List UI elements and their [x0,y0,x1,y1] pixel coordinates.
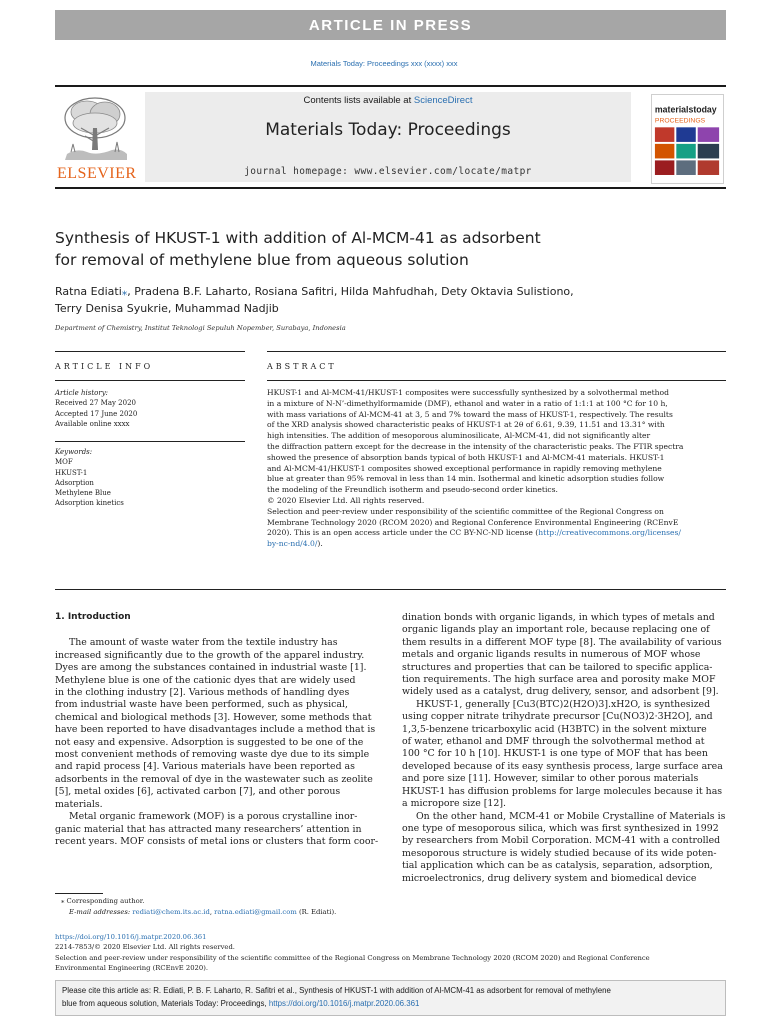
body-line: most convenient methods of removing waste dye due to its simple [55,749,370,761]
body-line: increased significantly due to the growth of the apparel industry. [55,649,365,661]
cover-sub-text: PROCEEDINGS [654,117,706,125]
body-line: The amount of waste water from the textile industry has [69,637,338,649]
abstract-license-line-2 [267,539,726,550]
body-line: 100 °C for 10 h [10]. HKUST-1 is one type of MOF that has been [402,748,708,760]
body-column-left [55,611,378,848]
body-line: from industrial waste have been performed, such as physical, [55,699,348,711]
author-corresponding[interactable]: Ratna Ediati [55,285,122,298]
journal-reference[interactable]: Materials Today: Proceedings xxx (xxxx) xxx [310,59,458,68]
abstract-line: Selection and peer-review under responsibility of the scientific committee of the Regional Congress on [267,506,664,516]
body-line: and pore size [11]. However, similar to other porous materials [402,773,699,785]
body-line: HKUST-1 has diffusion problems for large molecules because it has [402,785,723,797]
author-line-2: Terry Denisa Syukrie, Muhammad Nadjib [55,302,279,315]
keyword: Methylene Blue [55,489,111,498]
abstract-line: high intensities. The addition of mesoporous aluminosilicate, Al-MCM-41, did not significantly alter [267,431,651,441]
body-line: Metal organic framework (MOF) is a porous crystalline inor- [69,811,358,823]
body-line: of water, ethanol and DMF through the solvothermal method at [402,736,705,748]
keywords-list [55,447,235,509]
corresponding-note: ⁎ Corresponding author. [61,897,145,905]
abstract-license-line [267,528,726,539]
abstract-line: of the XRD analysis showed characteristic peaks of HKUST-1 at 2θ of 6.61, 9.39, 11.51 and 13.31° with [267,420,665,430]
abstract-line: Membrane Technology 2020 (RCOM 2020) and Regional Conference Environmental Engineering (RCEnvE [267,517,679,527]
journal-title: Materials Today: Proceedings [265,120,511,140]
body-line: metals and organic ligands results in numerous of MOF whose [402,649,701,661]
copyright-line: © 2020 Elsevier Ltd. All rights reserved. [267,495,425,505]
history-label: Article history: [55,389,109,397]
journal-masthead [55,85,726,189]
email-link-1[interactable]: rediati@chem.its.ac.id [132,907,210,916]
citation-line-2 [62,998,719,1011]
title-line-2: for removal of methylene blue from aqueous solution [55,251,469,269]
body-line: 1,3,5-benzene tricarboxylic acid (H3BTC) in the solvent mixture [402,723,707,735]
body-line: organic ligands play an important role, because replacing one of [402,624,710,636]
abstract-line: blue at greater than 95% removal in less than 14 min. Isothermal and kinetic adsorption studies follow [267,474,665,484]
article-info-subrule [55,380,245,381]
abstract-line: showed the presence of absorption bands typical of both HKUST-1 and Al-MCM-41 materials. HKUST-1 [267,452,665,462]
masthead-bottom-rule [55,187,726,189]
elsevier-wordmark: ELSEVIER [57,165,137,182]
abstract-line: and Al-MCM-41/HKUST-1 composites showed exceptional performance in rapidly removing methylene [267,463,662,473]
body-line: materials. [55,798,103,810]
keyword: Adsorption [55,478,94,487]
body-line: have been reported to have disadvantages include a method that is [55,724,376,736]
footnote-block [55,896,726,917]
keyword: HKUST-1 [55,468,88,477]
online-date: Available online xxxx [55,419,130,428]
body-line: them results in a different MOF type [8]. The availability of various [402,636,722,648]
body-line: chemical and biological methods [3]. However, some methods that [55,711,372,723]
abstract-line: the modeling of the Freundlich isotherm and pseudo-second order kinetics. [267,485,558,495]
body-line: dination bonds with organic ligands, in which types of metals and [402,612,715,623]
article-info-rule [55,351,245,352]
abstract-line: with mass variations of Al-MCM-41 at 3, 5 and 7% toward the mass of HKUST-1, respectively. The results [267,409,673,419]
body-column-right [402,612,726,885]
body-line: and rapid process [4]. Various materials have been reported as [55,761,355,773]
citation-box [55,980,726,1016]
title-line-1: Synthesis of HKUST-1 with addition of Al-MCM-41 as adsorbent [55,229,541,247]
abstract-body [267,388,726,550]
journal-homepage[interactable]: journal homepage: www.elsevier.com/locate/matpr [244,166,532,177]
article-in-press-banner: ARTICLE IN PRESS [55,10,726,40]
body-line: Methylene blue is one of the cationic dyes that are widely used [55,674,356,686]
keywords-rule [55,441,245,442]
received-date: Received 27 May 2020 [55,399,136,408]
abstract-subrule [267,380,726,381]
abstract-line: in a mixture of N-N’-dimethylformamide (DMF), ethanol and water in a ratio of 1:1:1 at 100 °C for 10 h, [267,398,668,408]
body-line: adsorbents in the removal of dye in the wastewater such as zeolite [55,773,373,785]
author-list [55,283,705,317]
masthead-top-rule [55,85,726,87]
body-line: widely used as a catalyst, drug delivery, sensor, and adsorbent [9]. [402,686,719,698]
license-tail: ). [317,539,323,549]
body-line: Dyes are among the substances contained in industrial waste [1]. [55,662,367,674]
body-line: mesoporous structure is widely studied because of its wide poten- [402,847,717,859]
corresponding-star-icon[interactable]: ⁎ [121,285,128,298]
doi-block [55,932,726,973]
contents-prefix: Contents lists available at [303,95,414,106]
abstract-line: the diffraction pattern except for the decrease in the intensity of the characteristic peaks. The FTIR spectra [267,441,684,451]
body-line: developed because of its easy synthesis process, large surface area [402,760,723,772]
abstract-heading: ABSTRACT [267,362,337,371]
abstract-bottom-rule [55,589,726,590]
body-line: not easy and expensive. Adsorption is suggested to be one of the [55,736,364,748]
footnote-rule [55,893,103,894]
email-sep: , [209,907,215,916]
body-line: by researchers from Mobil Corporation. MCM-41 with a controlled [402,835,721,847]
sciencedirect-link[interactable]: ScienceDirect [413,95,473,106]
cover-brand-text: materialstoday [654,104,717,115]
masthead-center-panel [145,92,631,182]
abstract-rule [267,351,726,352]
email-tail: (R. Ediati). [296,907,337,916]
article-info-heading: ARTICLE INFO [55,362,154,371]
body-line: On the other hand, MCM-41 or Mobile Crystalline of Materials is [416,810,726,822]
body-line: HKUST-1, generally [Cu3(BTC)2(H2O)3].xH2O, is synthesized [416,698,711,710]
email-label: E-mail addresses: [69,907,133,916]
citation-prefix: blue from aqueous solution, Materials Today: Proceedings, [62,998,269,1008]
citation-line-1: Please cite this article as: R. Ediati, P. B. F. Laharto, R. Safitri et al., Synthesis of HKUST-1 with addition of Al-MCM-41 as adsorbent for removal of methylene [62,986,611,995]
issn-line: 2214-7853/© 2020 Elsevier Ltd. All rights reserved. [55,943,235,952]
author-line-1 [55,283,705,300]
authors-rest: , Pradena B.F. Laharto, Rosiana Safitri, Hilda Mahfudhah, Dety Oktavia Sulistiono, [127,285,574,298]
keyword: Adsorption kinetics [55,499,124,508]
body-line: a micropore size [12]. [402,798,506,810]
body-line: structures and properties that can be tailored to specific applica- [402,661,713,673]
body-line: recent years. MOF consists of metal ions or clusters that form coor- [55,835,379,847]
body-line: tial application which can be as catalysis, separation, adsorption, [402,860,713,872]
abstract-line: HKUST-1 and Al-MCM-41/HKUST-1 composites were successfully synthesized by a solvothermal method [267,388,669,397]
citation-doi-link[interactable]: https://doi.org/10.1016/j.matpr.2020.06.361 [268,998,420,1008]
accepted-date: Accepted 17 June 2020 [55,409,138,418]
keywords-label: Keywords: [55,448,93,456]
body-line: one type of mesoporous silica, which was first synthesized in 1992 [402,822,719,834]
selection-line-2: Environmental Engineering (RCEnvE 2020). [55,963,209,972]
body-line: using copper nitrate trihydrate precursor [Cu(NO3)2·3H2O], and [402,711,713,723]
affiliation: Department of Chemistry, Institut Teknologi Sepuluh Nopember, Surabaya, Indonesia [55,324,346,332]
email-note [55,907,726,918]
section-heading-introduction: 1. Introduction [55,612,131,622]
body-line: tion requirements. The high surface area and porosity make MOF [402,674,716,686]
email-link-2[interactable]: ratna.ediati@gmail.com [214,907,297,916]
license-prefix: 2020). This is an open access article under the CC BY-NC-ND license ( [267,528,539,538]
license-link[interactable]: http://creativecommons.org/licenses/ [538,528,681,538]
body-line: ganic material that has attracted many researchers’ attention in [55,823,362,835]
doi-link[interactable]: https://doi.org/10.1016/j.matpr.2020.06.361 [55,933,207,941]
license-link-cont[interactable]: by-nc-nd/4.0/ [267,539,318,549]
selection-line-1: Selection and peer-review under responsibility of the scientific committee of the Regional Congress on Membrane Technology 2020 (RCOM 2020) and Regional Conference [55,953,650,962]
body-line: microelectronics, drug delivery system and biomedical device [402,872,697,884]
article-title [55,227,655,271]
contents-available-line [145,95,631,106]
body-line: in the clothing industry [2]. Various methods of handling dyes [55,687,350,699]
body-line: [5], metal oxides [6], activated carbon [7], and other porous [55,786,341,798]
journal-cover-thumbnail [651,94,724,184]
article-history [55,388,235,429]
keyword: MOF [55,458,73,467]
